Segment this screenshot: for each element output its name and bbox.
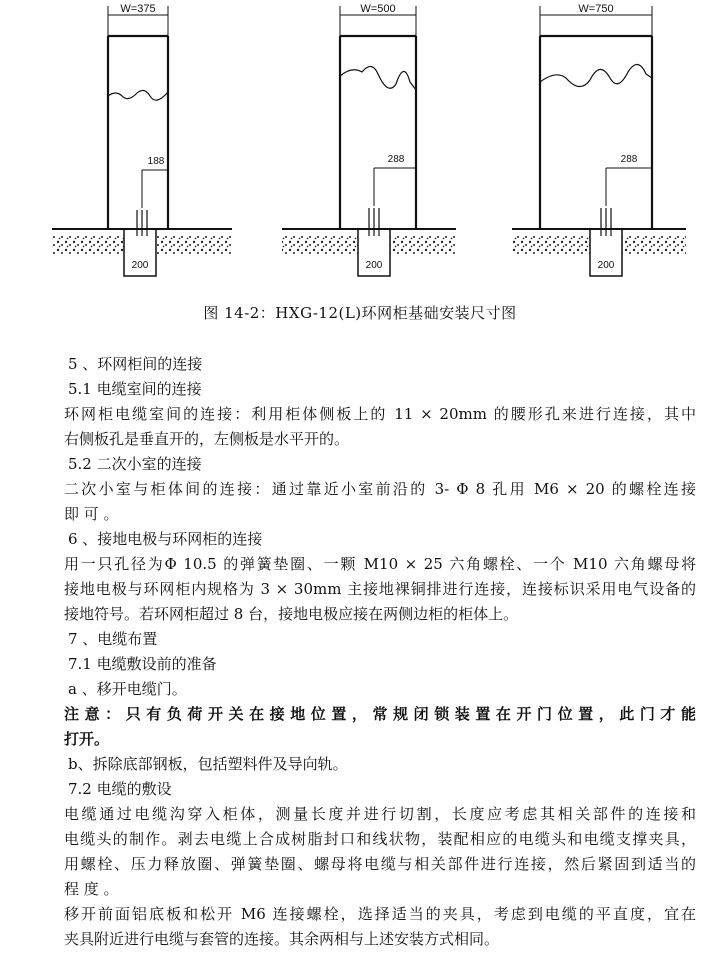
- text-line: 用螺栓、压力释放圈、弹簧垫圈、螺母将电缆与相关部件进行连接，然后紧固到适当的: [64, 855, 696, 873]
- base-dimension-label: 200: [365, 260, 383, 271]
- panel-1: [52, 3, 232, 276]
- base-dimension-label: 200: [597, 260, 615, 271]
- width-dimension-label: W=750: [578, 3, 614, 15]
- text-line: 打开。: [64, 730, 110, 748]
- text-line: b、拆除底部钢板，包括塑料件及导向轨。: [68, 755, 348, 773]
- text-line: a 、移开电缆门。: [68, 680, 187, 698]
- width-dimension-label: W=375: [120, 3, 156, 15]
- text-line: 接地符号。若环网柜超过 8 台，接地电极应接在两侧边柜的柜体上。: [64, 605, 519, 623]
- text-line: 右侧板孔是垂直开的，左侧板是水平开的。: [64, 430, 350, 448]
- text-line: 接地电极与环网柜内规格为 3 × 30mm 主接地裸铜排进行连接，连接标识采用电气设备的: [64, 580, 696, 598]
- offset-dimension-label: 288: [387, 154, 405, 165]
- panel-2: [282, 3, 456, 276]
- text-line: 夹具附近进行电缆与套管的连接。其余两相与上述安装方式相同。: [64, 930, 500, 948]
- panel-3: [512, 3, 686, 276]
- text-line: 5.2 二次小室的连接: [68, 455, 202, 473]
- base-dimension-label: 200: [131, 260, 149, 271]
- text-line: 7 、电缆布置: [68, 630, 158, 648]
- text-line: 程 度 。: [64, 880, 119, 898]
- text-line: 电缆通过电缆沟穿入柜体，测量长度并进行切割，长度应考虑其相关部件的连接和: [64, 805, 696, 823]
- text-line: 移开前面铝底板和松开 M6 连接螺栓，选择适当的夹具，考虑到电缆的平直度，宜在: [64, 905, 696, 923]
- text-line: 用一只孔径为Φ 10.5 的弹簧垫圈、一颗 M10 × 25 六角螺栓、一个 M10 六角螺母将: [64, 555, 696, 573]
- text-line: 注意：只有负荷开关在接地位置，常规闭锁装置在开门位置，此门才能: [64, 705, 696, 723]
- offset-dimension-label: 188: [147, 156, 165, 167]
- break-line: [540, 64, 652, 86]
- body-text: [64, 352, 696, 952]
- text-line: 5 、环网柜间的连接: [68, 355, 203, 373]
- break-line: [108, 90, 168, 100]
- foundation-dimension-figure: [0, 0, 720, 290]
- text-line: 二次小室与柜体间的连接：通过靠近小室前沿的 3- Φ 8 孔用 M6 × 20 的螺栓连接: [64, 480, 696, 498]
- text-line: 电缆头的制作。剥去电缆上合成树脂封口和线状物，装配相应的电缆头和电缆支撑夹具，: [64, 830, 696, 848]
- figure-caption: 图 14-2：HXG-12(L)环网柜基础安装尺寸图: [203, 304, 517, 322]
- text-line: 7.1 电缆敷设前的准备: [68, 655, 217, 673]
- text-line: 环网柜电缆室间的连接：利用柜体侧板上的 11 × 20mm 的腰形孔来进行连接，其中: [64, 405, 696, 423]
- text-line: 6 、接地电极与环网柜的连接: [68, 530, 263, 548]
- break-line: [340, 66, 416, 90]
- text-line: 5.1 电缆室间的连接: [68, 380, 202, 398]
- text-line: 7.2 电缆的敷设: [68, 780, 172, 798]
- text-line: 即 可 。: [64, 505, 119, 523]
- width-dimension-label: W=500: [360, 3, 396, 15]
- offset-dimension-label: 288: [620, 154, 638, 165]
